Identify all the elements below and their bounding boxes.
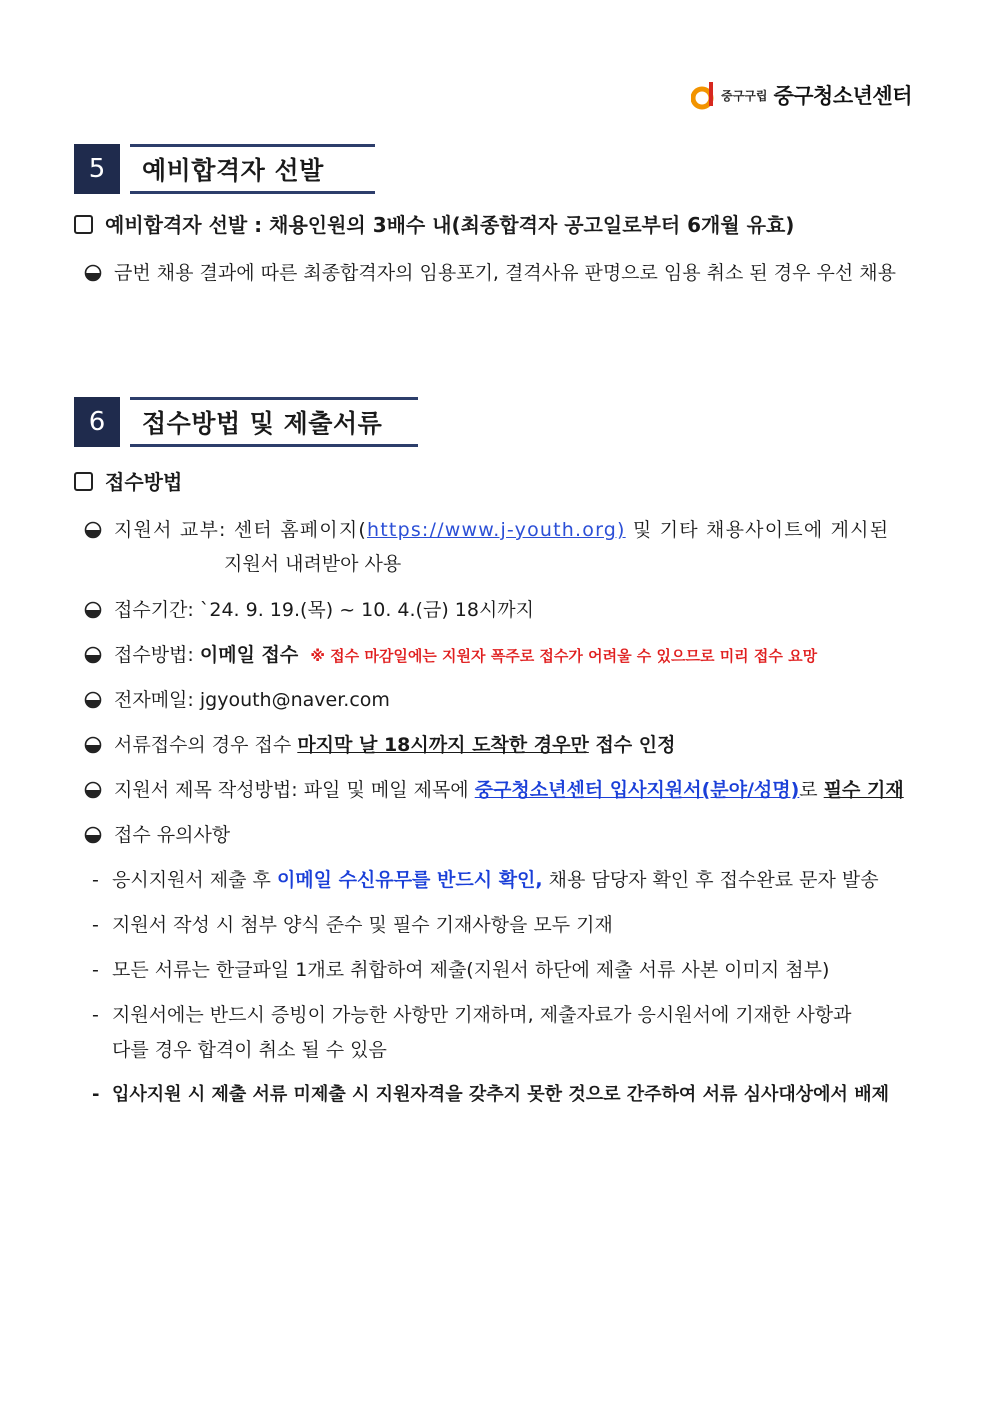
dash-item-4: - 지원서에는 반드시 증빙이 가능한 사항만 기재하며, 제출자료가 응시원서에 기재한 사항과 — [92, 1004, 852, 1026]
dash-item-1: - 응시지원서 제출 후 이메일 수신유무를 반드시 확인, 채용 담당자 확인 후 접수완료 문자 발송 — [92, 869, 879, 891]
section-5-bullet: 금번 채용 결과에 따른 최종합격자의 임용포기, 결격사유 판명으로 임용 취소 된 경우 우선 채용 — [74, 261, 930, 285]
circle-bullet-icon — [84, 781, 102, 799]
section-6-header — [74, 397, 418, 447]
circle-bullet-icon — [84, 736, 102, 754]
bullet-notes: 접수 유의사항 — [74, 823, 930, 847]
bullet-period: 접수기간: `24. 9. 19.(목) ~ 10. 4.(금) 18시까지 — [74, 598, 930, 622]
circle-bullet-icon — [84, 646, 102, 664]
circle-bullet-icon — [84, 264, 102, 282]
section-6-number: 6 — [74, 397, 120, 447]
org-logo-name: 중구청소년센터 — [773, 84, 912, 108]
dash-item-5: - 입사지원 시 제출 서류 미제출 시 지원자격을 갖추지 못한 것으로 간주하여 서류 심사대상에서 배제 — [92, 1084, 889, 1105]
checkbox-icon — [74, 215, 93, 234]
bullet-application-form: 지원서 교부: 센터 홈페이지(https://www.j-youth.org) 및 기타 채용사이트에 게시된 — [74, 518, 930, 542]
dash-item-3: - 모든 서류는 한글파일 1개로 취합하여 제출(지원서 하단에 제출 서류 사본 이미지 첨부) — [92, 959, 830, 981]
circle-bullet-icon — [84, 601, 102, 619]
bullet-subject: 지원서 제목 작성방법: 파일 및 메일 제목에 중구청소년센터 입사지원서(분야/성명)로 필수 기재 — [74, 778, 930, 802]
bullet-email: 전자메일: jgyouth@naver.com — [74, 688, 930, 712]
section-5-header — [74, 144, 375, 194]
section-5-check-item: 예비합격자 선발 : 채용인원의 3배수 내(최종합격자 공고일로부터 6개월 유효) — [74, 213, 930, 237]
section-5-number: 5 — [74, 144, 120, 194]
circle-bullet-icon — [84, 691, 102, 709]
circle-bullet-icon — [84, 826, 102, 844]
checkbox-icon — [74, 472, 93, 491]
deadline-warning: ※ 접수 마감일에는 지원자 폭주로 접수가 어려울 수 있으므로 미리 접수 요망 — [310, 647, 818, 665]
circle-bullet-icon — [84, 521, 102, 539]
section-5-title: 예비합격자 선발 — [142, 156, 324, 185]
org-logo-icon — [691, 80, 717, 110]
bullet-method: 접수방법: 이메일 접수 ※ 접수 마감일에는 지원자 폭주로 접수가 어려울 수 있으므로 미리 접수 요망 — [74, 643, 930, 668]
bullet-receipt: 서류접수의 경우 접수 마지막 날 18시까지 도착한 경우만 접수 인정 — [74, 733, 930, 757]
section-6-check-item: 접수방법 — [74, 470, 930, 494]
dash-item-4-line2: 다를 경우 합격이 취소 될 수 있음 — [112, 1039, 387, 1061]
bullet-application-form-line2: 지원서 내려받아 사용 — [224, 553, 402, 575]
homepage-link[interactable]: https://www.j-youth.org) — [367, 519, 626, 541]
org-logo-small: 중구구립 — [721, 88, 768, 103]
section-6-title: 접수방법 및 제출서류 — [142, 409, 383, 438]
org-logo — [691, 80, 912, 110]
dash-item-2: - 지원서 작성 시 첨부 양식 준수 및 필수 기재사항을 모두 기재 — [92, 914, 613, 936]
